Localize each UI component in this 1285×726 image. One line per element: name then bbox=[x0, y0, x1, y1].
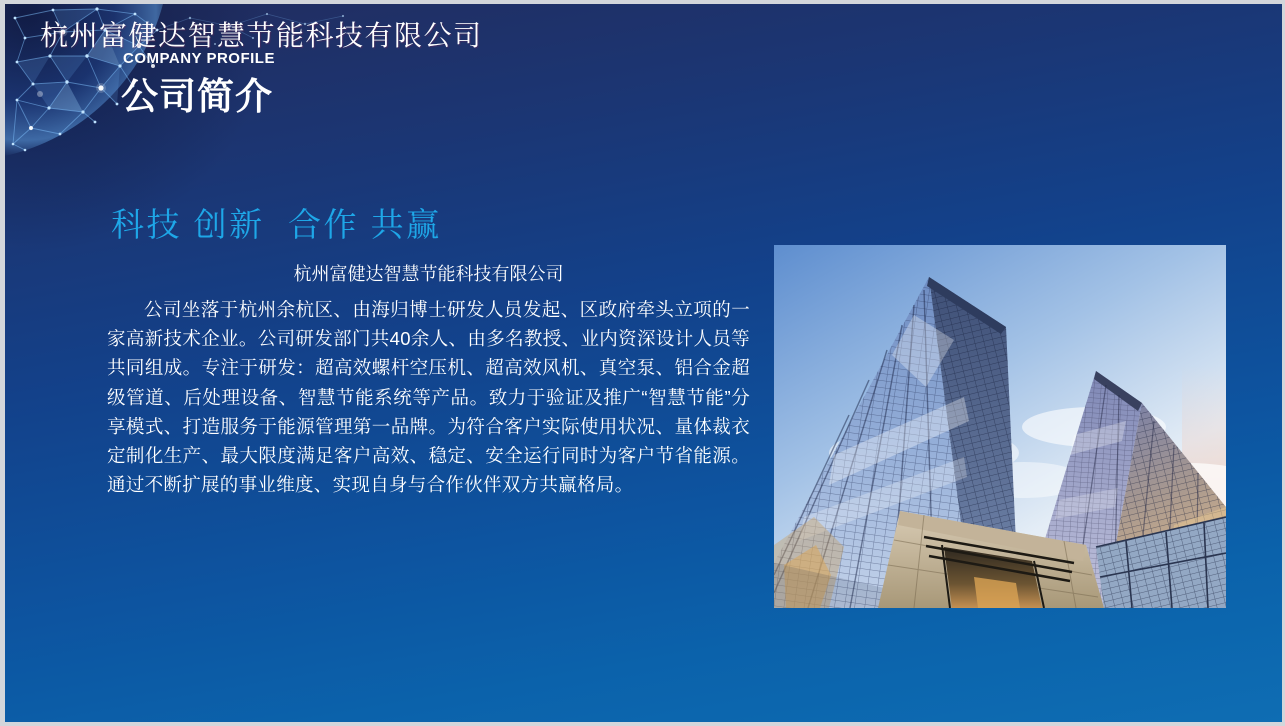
skyscraper-photo bbox=[774, 245, 1226, 608]
body-text-block bbox=[107, 260, 750, 499]
header-company-name: 杭州富健达智慧节能科技有限公司 bbox=[40, 20, 483, 51]
slogan-text: 科技 创新 合作 共赢 bbox=[111, 206, 442, 243]
presentation-slide bbox=[5, 4, 1282, 722]
header-section-label-en: COMPANY PROFILE bbox=[123, 50, 275, 67]
page-title: 公司简介 bbox=[121, 76, 273, 117]
body-paragraph: 公司坐落于杭州余杭区、由海归博士研发人员发起、区政府牵头立项的一家高新技术企业。公司研发部门共40余人、由多名教授、业内资深设计人员等共同组成。专注于研发：超高效螺杆空压机、超高效风机、真空泵、铝合金超级管道、后处理设备、智慧节能系统等产品。致力于验证及推广“智慧节能”分享模式、打造服务于能源管理第一品牌。为符合客户实际使用状况、量体裁衣定制化生产、最大限度满足客户高效、稳定、安全运行同时为客户节省能源。通过不断扩展的事业维度、实现自身与合作伙伴双方共赢格局。 bbox=[107, 299, 750, 496]
body-heading: 杭州富健达智慧节能科技有限公司 bbox=[293, 264, 564, 284]
